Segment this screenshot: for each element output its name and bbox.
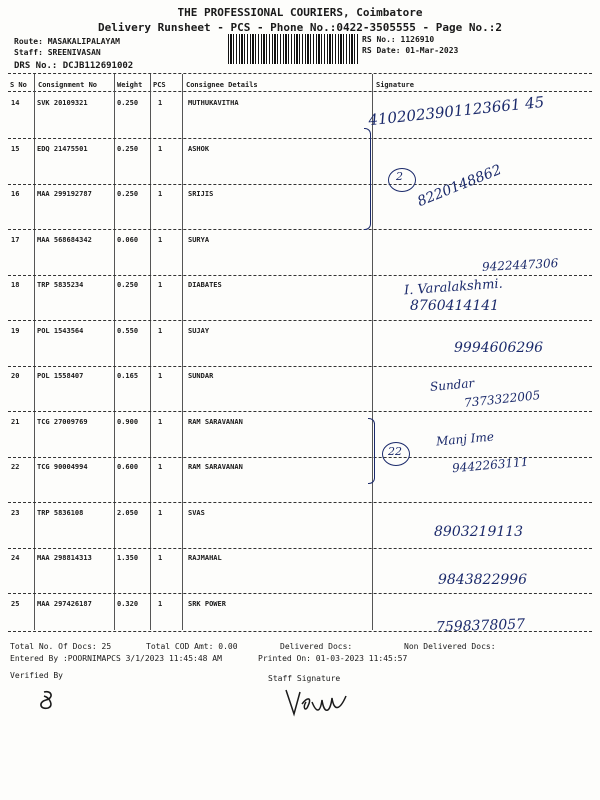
row-consignment: SVK 20109321 <box>37 99 88 107</box>
row-pcs: 1 <box>158 417 163 426</box>
handwriting-row15: 8220148862 <box>415 161 504 211</box>
row-sno: 14 <box>11 99 20 107</box>
row-sno: 24 <box>11 554 20 562</box>
handwriting-row23: 8903219113 <box>434 524 524 540</box>
row-weight: 0.250 <box>117 144 139 153</box>
row-sno: 18 <box>11 281 20 289</box>
row-consignee: SVAS <box>188 508 205 517</box>
row-consignee: RAJMAHAL <box>188 554 222 562</box>
row-divider <box>8 366 592 367</box>
total-docs: Total No. Of Docs: 25 <box>10 642 112 651</box>
non-delivered-docs: Non Delivered Docs: <box>404 642 496 651</box>
handwriting-row17: 9422447306 <box>481 256 559 274</box>
handwriting-row24: 9843822996 <box>438 572 528 588</box>
circled-count-text: 2 <box>396 170 403 183</box>
row-divider <box>8 502 592 503</box>
handwriting-row25: 7598378057 <box>435 616 526 636</box>
row-consignment: POL 1558407 <box>37 372 84 380</box>
staff-signature-mark <box>282 684 352 724</box>
row-pcs: 1 <box>158 326 163 335</box>
row-weight: 0.320 <box>117 599 139 608</box>
row-sno: 17 <box>11 235 20 244</box>
barcode <box>228 34 358 64</box>
row-consignment: MAA 297426187 <box>37 599 92 608</box>
row-pcs: 1 <box>158 235 163 244</box>
table-header-rule <box>8 91 592 92</box>
rs-date: RS Date: 01-Mar-2023 <box>362 46 459 55</box>
row-consignment: MAA 299192787 <box>37 190 92 198</box>
handwriting-row20-name: Sundar <box>429 376 475 394</box>
row-consignment: TCG 90004994 <box>37 463 88 471</box>
row-weight: 0.900 <box>117 417 139 426</box>
row-divider <box>8 320 592 321</box>
row-consignment: EDQ 21475501 <box>37 144 88 153</box>
total-cod: Total COD Amt: 0.00 <box>146 642 238 651</box>
handwriting-row21-name: Manj Ime <box>435 429 495 449</box>
row-divider <box>8 593 592 594</box>
handwriting-row20: 7373322005 <box>463 388 541 410</box>
row-weight: 1.350 <box>117 554 139 562</box>
verified-signature-mark <box>36 688 62 714</box>
row-consignee: SRIJIS <box>188 190 214 198</box>
header-pcs: PCS <box>153 81 166 89</box>
row-consignment: TRP 5836108 <box>37 508 84 517</box>
row-weight: 0.165 <box>117 372 139 380</box>
table-top-rule <box>8 73 592 74</box>
row-sno: 22 <box>11 463 20 471</box>
row-weight: 0.550 <box>117 326 139 335</box>
header-signature: Signature <box>376 81 414 89</box>
company-title: THE PROFESSIONAL COURIERS, Coimbatore <box>177 6 423 19</box>
row-pcs: 1 <box>158 508 163 517</box>
row-consignee: SUNDAR <box>188 372 214 380</box>
row-pcs: 1 <box>158 372 163 380</box>
row-consignee: DIABATES <box>188 281 222 289</box>
row-weight: 0.600 <box>117 463 139 471</box>
row-sno: 25 <box>11 599 20 608</box>
row-pcs: 1 <box>158 463 163 471</box>
row-divider <box>8 184 592 185</box>
table-bottom-rule <box>8 631 592 632</box>
row-sno: 15 <box>11 144 20 153</box>
staff-label: Staff: SREENIVASAN <box>14 48 101 57</box>
brace-mark <box>368 418 375 484</box>
row-weight: 2.050 <box>117 508 139 517</box>
row-consignee: SRK POWER <box>188 599 226 608</box>
handwriting-row14: 4102023901123661 45 <box>367 92 546 130</box>
row-sno: 23 <box>11 508 20 517</box>
header-weight: Weight <box>117 81 143 89</box>
row-pcs: 1 <box>158 99 163 107</box>
delivered-docs: Delivered Docs: <box>280 642 353 651</box>
entered-by: Entered By :POORNIMAPCS 3/1/2023 11:45:48 AM <box>10 654 222 663</box>
row-sno: 20 <box>11 372 20 380</box>
row-divider <box>8 138 592 139</box>
row-pcs: 1 <box>158 281 163 289</box>
handwriting-row18-name: I. Varalakshmi. <box>403 276 504 299</box>
header-consignee: Consignee Details <box>186 81 258 89</box>
row-pcs: 1 <box>158 599 163 608</box>
row-consignee: ASHOK <box>188 144 210 153</box>
route-label: Route: MASAKALIPALAYAM <box>14 37 120 46</box>
row-consignee: RAM SARAVANAN <box>188 417 243 426</box>
row-consignment: MAA 298814313 <box>37 554 92 562</box>
row-consignee: MUTHUKAVITHA <box>188 99 239 107</box>
drs-label: DRS No.: DCJB112691002 <box>14 61 134 71</box>
row-weight: 0.250 <box>117 281 139 289</box>
handwriting-row18: 8760414141 <box>410 298 500 314</box>
row-consignee: SURYA <box>188 235 210 244</box>
row-pcs: 1 <box>158 190 163 198</box>
row-consignment: TCG 27009769 <box>37 417 88 426</box>
row-divider <box>8 275 592 276</box>
row-consignment: MAA 568684342 <box>37 235 92 244</box>
handwriting-row22: 9442263111 <box>451 454 529 476</box>
brace-mark <box>364 128 371 230</box>
row-weight: 0.060 <box>117 235 139 244</box>
row-divider <box>8 411 592 412</box>
header-sno: S No <box>10 81 27 89</box>
row-consignee: SUJAY <box>188 326 210 335</box>
circled-count-text: 22 <box>388 445 402 458</box>
row-consignee: RAM SARAVANAN <box>188 463 243 471</box>
row-sno: 19 <box>11 326 20 335</box>
row-weight: 0.250 <box>117 190 139 198</box>
rs-number: RS No.: 1126910 <box>362 35 435 44</box>
row-sno: 16 <box>11 190 20 198</box>
staff-signature-label: Staff Signature <box>268 674 341 683</box>
printed-on: Printed On: 01-03-2023 11:45:57 <box>258 654 408 663</box>
header-consignment: Consignment No <box>38 81 98 89</box>
runsheet-title: Delivery Runsheet - PCS - Phone No.:0422-3505555 - Page No.:2 <box>98 21 502 34</box>
row-pcs: 1 <box>158 144 163 153</box>
row-sno: 21 <box>11 417 20 426</box>
row-divider <box>8 229 592 230</box>
row-weight: 0.250 <box>117 99 139 107</box>
row-consignment: POL 1543564 <box>37 326 84 335</box>
handwriting-row19: 9994606296 <box>454 340 544 356</box>
verified-by-label: Verified By <box>10 671 63 680</box>
row-consignment: TRP 5835234 <box>37 281 84 289</box>
row-pcs: 1 <box>158 554 163 562</box>
row-divider <box>8 548 592 549</box>
